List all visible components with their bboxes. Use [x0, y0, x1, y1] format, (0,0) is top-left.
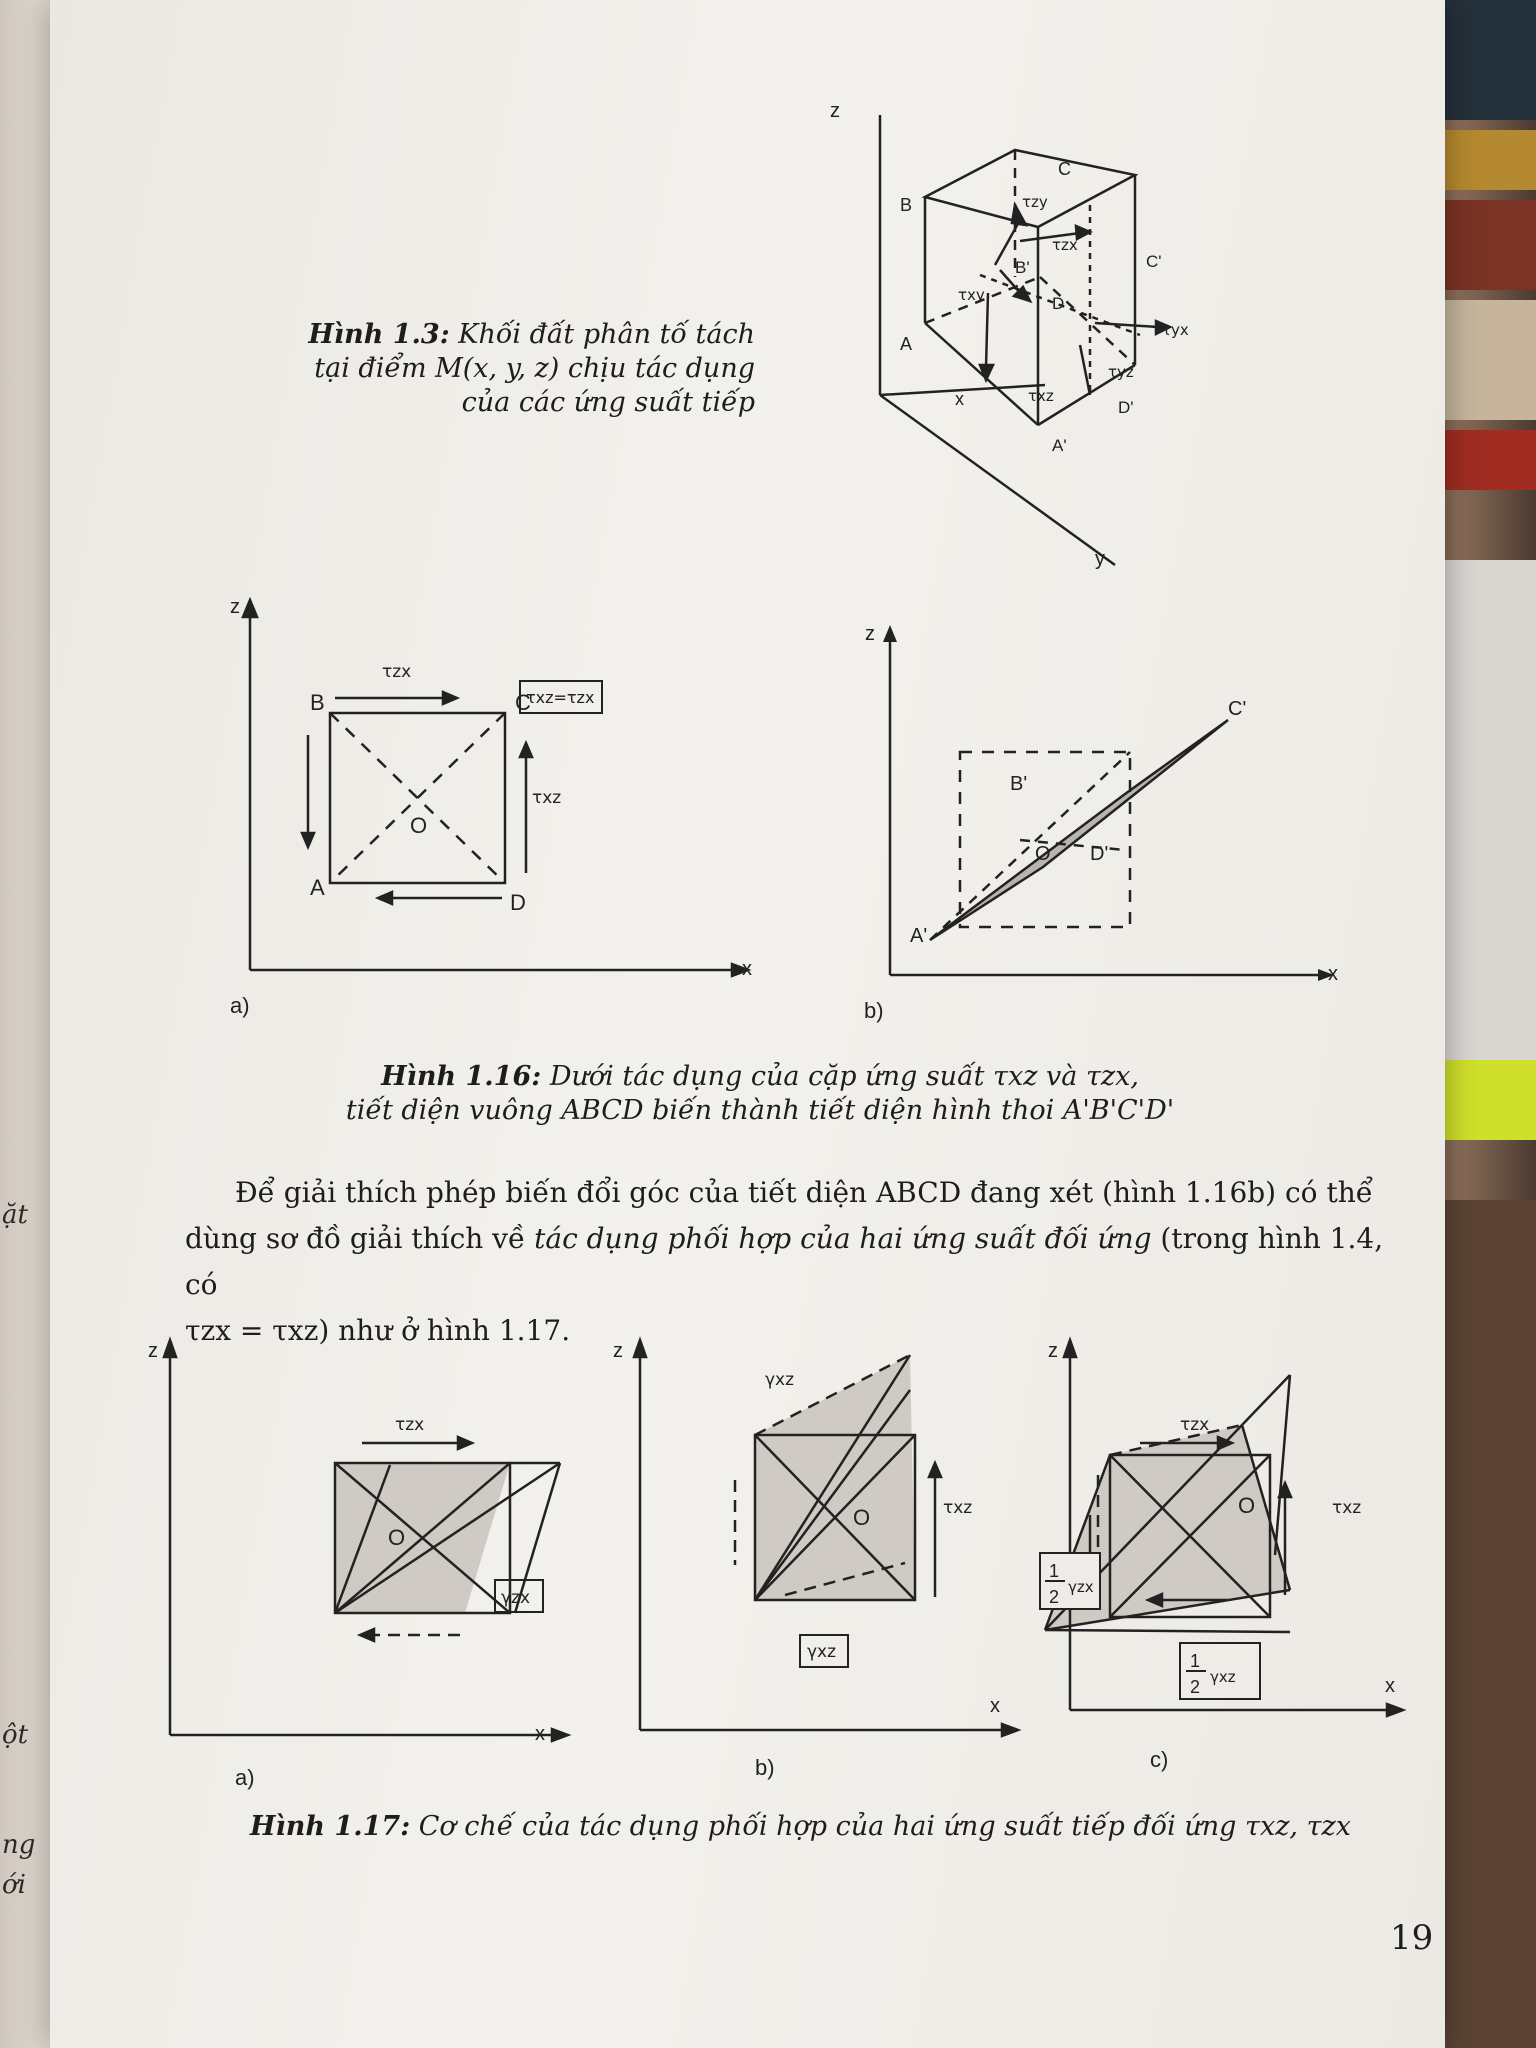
fig116b-axis-x-label: x [1328, 963, 1338, 985]
fig116b-point-Dprime: D' [1090, 843, 1109, 865]
fig117a-strain-gzx: γzx [501, 1588, 531, 1608]
fig13-stress-tyx: τyx [1162, 321, 1189, 339]
fig13-stress-tyz: τyz [1108, 363, 1134, 381]
fig117-caption [250, 1810, 1400, 1844]
fig117a-stress-tzx: τzx [395, 1415, 425, 1435]
fig116-label: Hình 1.16: [381, 1061, 542, 1092]
fig116a-diagram [210, 595, 770, 1035]
fig116a-equation-box: τxz=τzx [526, 688, 595, 707]
fig117c-point-O: O [1238, 1493, 1256, 1518]
fig117b-diagram [605, 1335, 1025, 1780]
fig116a-stress-tzx: τzx [382, 662, 412, 682]
fig117b-axis-z-label: z [613, 1340, 623, 1362]
fig117c-fraction-denominator-2: 2 [1190, 1677, 1201, 1697]
fig13-point-Cprime: C' [1146, 252, 1162, 271]
fig13-point-Bprime: B' [1015, 258, 1030, 277]
fig117b-strain-gxz-top: γxz [765, 1370, 795, 1390]
fig117a-axis-z-label: z [148, 1340, 158, 1362]
fig13-point-A: A [900, 334, 913, 354]
fig116b-point-Cprime: C' [1228, 698, 1247, 720]
fig117c-diagram [990, 1335, 1410, 1775]
fig116b-point-Bprime: B' [1010, 773, 1028, 795]
fig116a-point-O: O [410, 813, 428, 838]
left-page-edge: ặt ột ng ới [0, 0, 60, 2048]
paragraph-line2 [185, 1216, 1405, 1308]
fig13-stress-tzy: τzy [1022, 193, 1048, 211]
fig117-caption-text: Cơ chế của tác dụng phối hợp của hai ứng suất tiếp đối ứng τxz, τzx [418, 1811, 1351, 1842]
fig13-caption-line3: của các ứng suất tiếp [461, 387, 755, 418]
body-paragraph [185, 1170, 1405, 1354]
fig116a-point-D: D [510, 890, 526, 915]
fig117a-axis-x-label: x [535, 1723, 545, 1745]
fig13-stress-tzx: τzx [1052, 236, 1078, 254]
fig116b-axis-z-label: z [865, 623, 875, 645]
fig117b-sublabel: b) [755, 1755, 775, 1780]
fig116-caption-line2: tiết diện vuông ABCD biến thành tiết diện hình thoi A'B'C'D' [345, 1095, 1175, 1126]
fig117c-strain-gzx: γzx [1068, 1578, 1094, 1596]
fig117b-stress-txz: τxz [943, 1498, 973, 1518]
page-number: 19 [1390, 1918, 1434, 1958]
paragraph-line2-a: dùng sơ đồ giải thích về [185, 1222, 535, 1255]
fig117c-axis-x-label: x [1385, 1675, 1395, 1697]
fig117-label: Hình 1.17: [250, 1811, 411, 1842]
fig116a-axis-x-label: x [742, 958, 752, 980]
fig13-point-Aprime: A' [1052, 436, 1067, 455]
paragraph-line3: τzx = τxz) như ở hình 1.17. [185, 1314, 571, 1347]
fig13-caption-line2: tại điểm M(x, y, z) chịu tác dụng [314, 353, 755, 384]
fig116a-axis-z-label: z [230, 596, 240, 618]
fig13-caption [275, 318, 755, 420]
fig116a-point-C: C [515, 690, 531, 715]
fig13-point-D: D [1052, 294, 1065, 313]
fig13-label: Hình 1.3: [308, 319, 450, 350]
fig117c-strain-gxz: γxz [1210, 1668, 1236, 1686]
fig13-axis-y-label: y [1095, 548, 1105, 570]
fig117a-point-O: O [388, 1525, 406, 1550]
paragraph-line1: Để giải thích phép biến đổi góc của tiết diện ABCD đang xét (hình 1.16b) có thể [235, 1176, 1373, 1209]
fig13-stress-txy: τxy [958, 286, 985, 304]
fig117a-diagram [140, 1335, 580, 1795]
fig116b-point-Aprime: A' [910, 925, 928, 947]
fig117c-axis-z-label: z [1048, 1340, 1058, 1362]
fig116b-diagram [850, 620, 1370, 1040]
fig117c-stress-txz: τxz [1332, 1498, 1362, 1518]
fig117a-sublabel: a) [235, 1765, 255, 1790]
fig117c-sublabel: c) [1150, 1747, 1169, 1772]
fig116-caption [200, 1060, 1320, 1128]
fig117c-fraction-numerator-1: 1 [1049, 1561, 1060, 1581]
fig116a-point-B: B [310, 690, 325, 715]
fig117b-point-O: O [853, 1505, 871, 1530]
fig13-point-C: C [1058, 159, 1071, 179]
fig13-axis-z-label: z [830, 100, 840, 122]
fig116-caption-line1: Dưới tác dụng của cặp ứng suất τxz và τzx, [549, 1061, 1139, 1092]
fig13-point-Dprime: D' [1118, 398, 1134, 417]
fig116a-point-A: A [310, 875, 325, 900]
book-page [50, 0, 1445, 2048]
fig117b-strain-gxz-box: γxz [807, 1642, 837, 1662]
fig13-axis-x-label: x [955, 389, 964, 409]
fig13-stress-txz: τxz [1028, 387, 1054, 405]
fig13-caption-line1: Khối đất phân tố tách [458, 319, 755, 350]
fig117b-axis-x-label: x [990, 1695, 1000, 1717]
fig13-point-B: B [900, 195, 913, 215]
fig116b-sublabel: b) [864, 998, 884, 1023]
paragraph-line2-c: (trong hình 1.4, có [185, 1222, 1384, 1301]
fig116b-point-O: O [1035, 843, 1051, 865]
paragraph-line2-emphasis: tác dụng phối hợp của hai ứng suất đối ứng [534, 1222, 1152, 1255]
fig116a-sublabel: a) [230, 993, 250, 1018]
fig117c-fraction-denominator-1: 2 [1049, 1587, 1060, 1607]
fig116a-stress-txz: τxz [532, 788, 562, 808]
fig117c-stress-tzx: τzx [1180, 1415, 1210, 1435]
fig117c-fraction-numerator-2: 1 [1190, 1651, 1201, 1671]
fig13-cube-diagram [790, 95, 1310, 595]
